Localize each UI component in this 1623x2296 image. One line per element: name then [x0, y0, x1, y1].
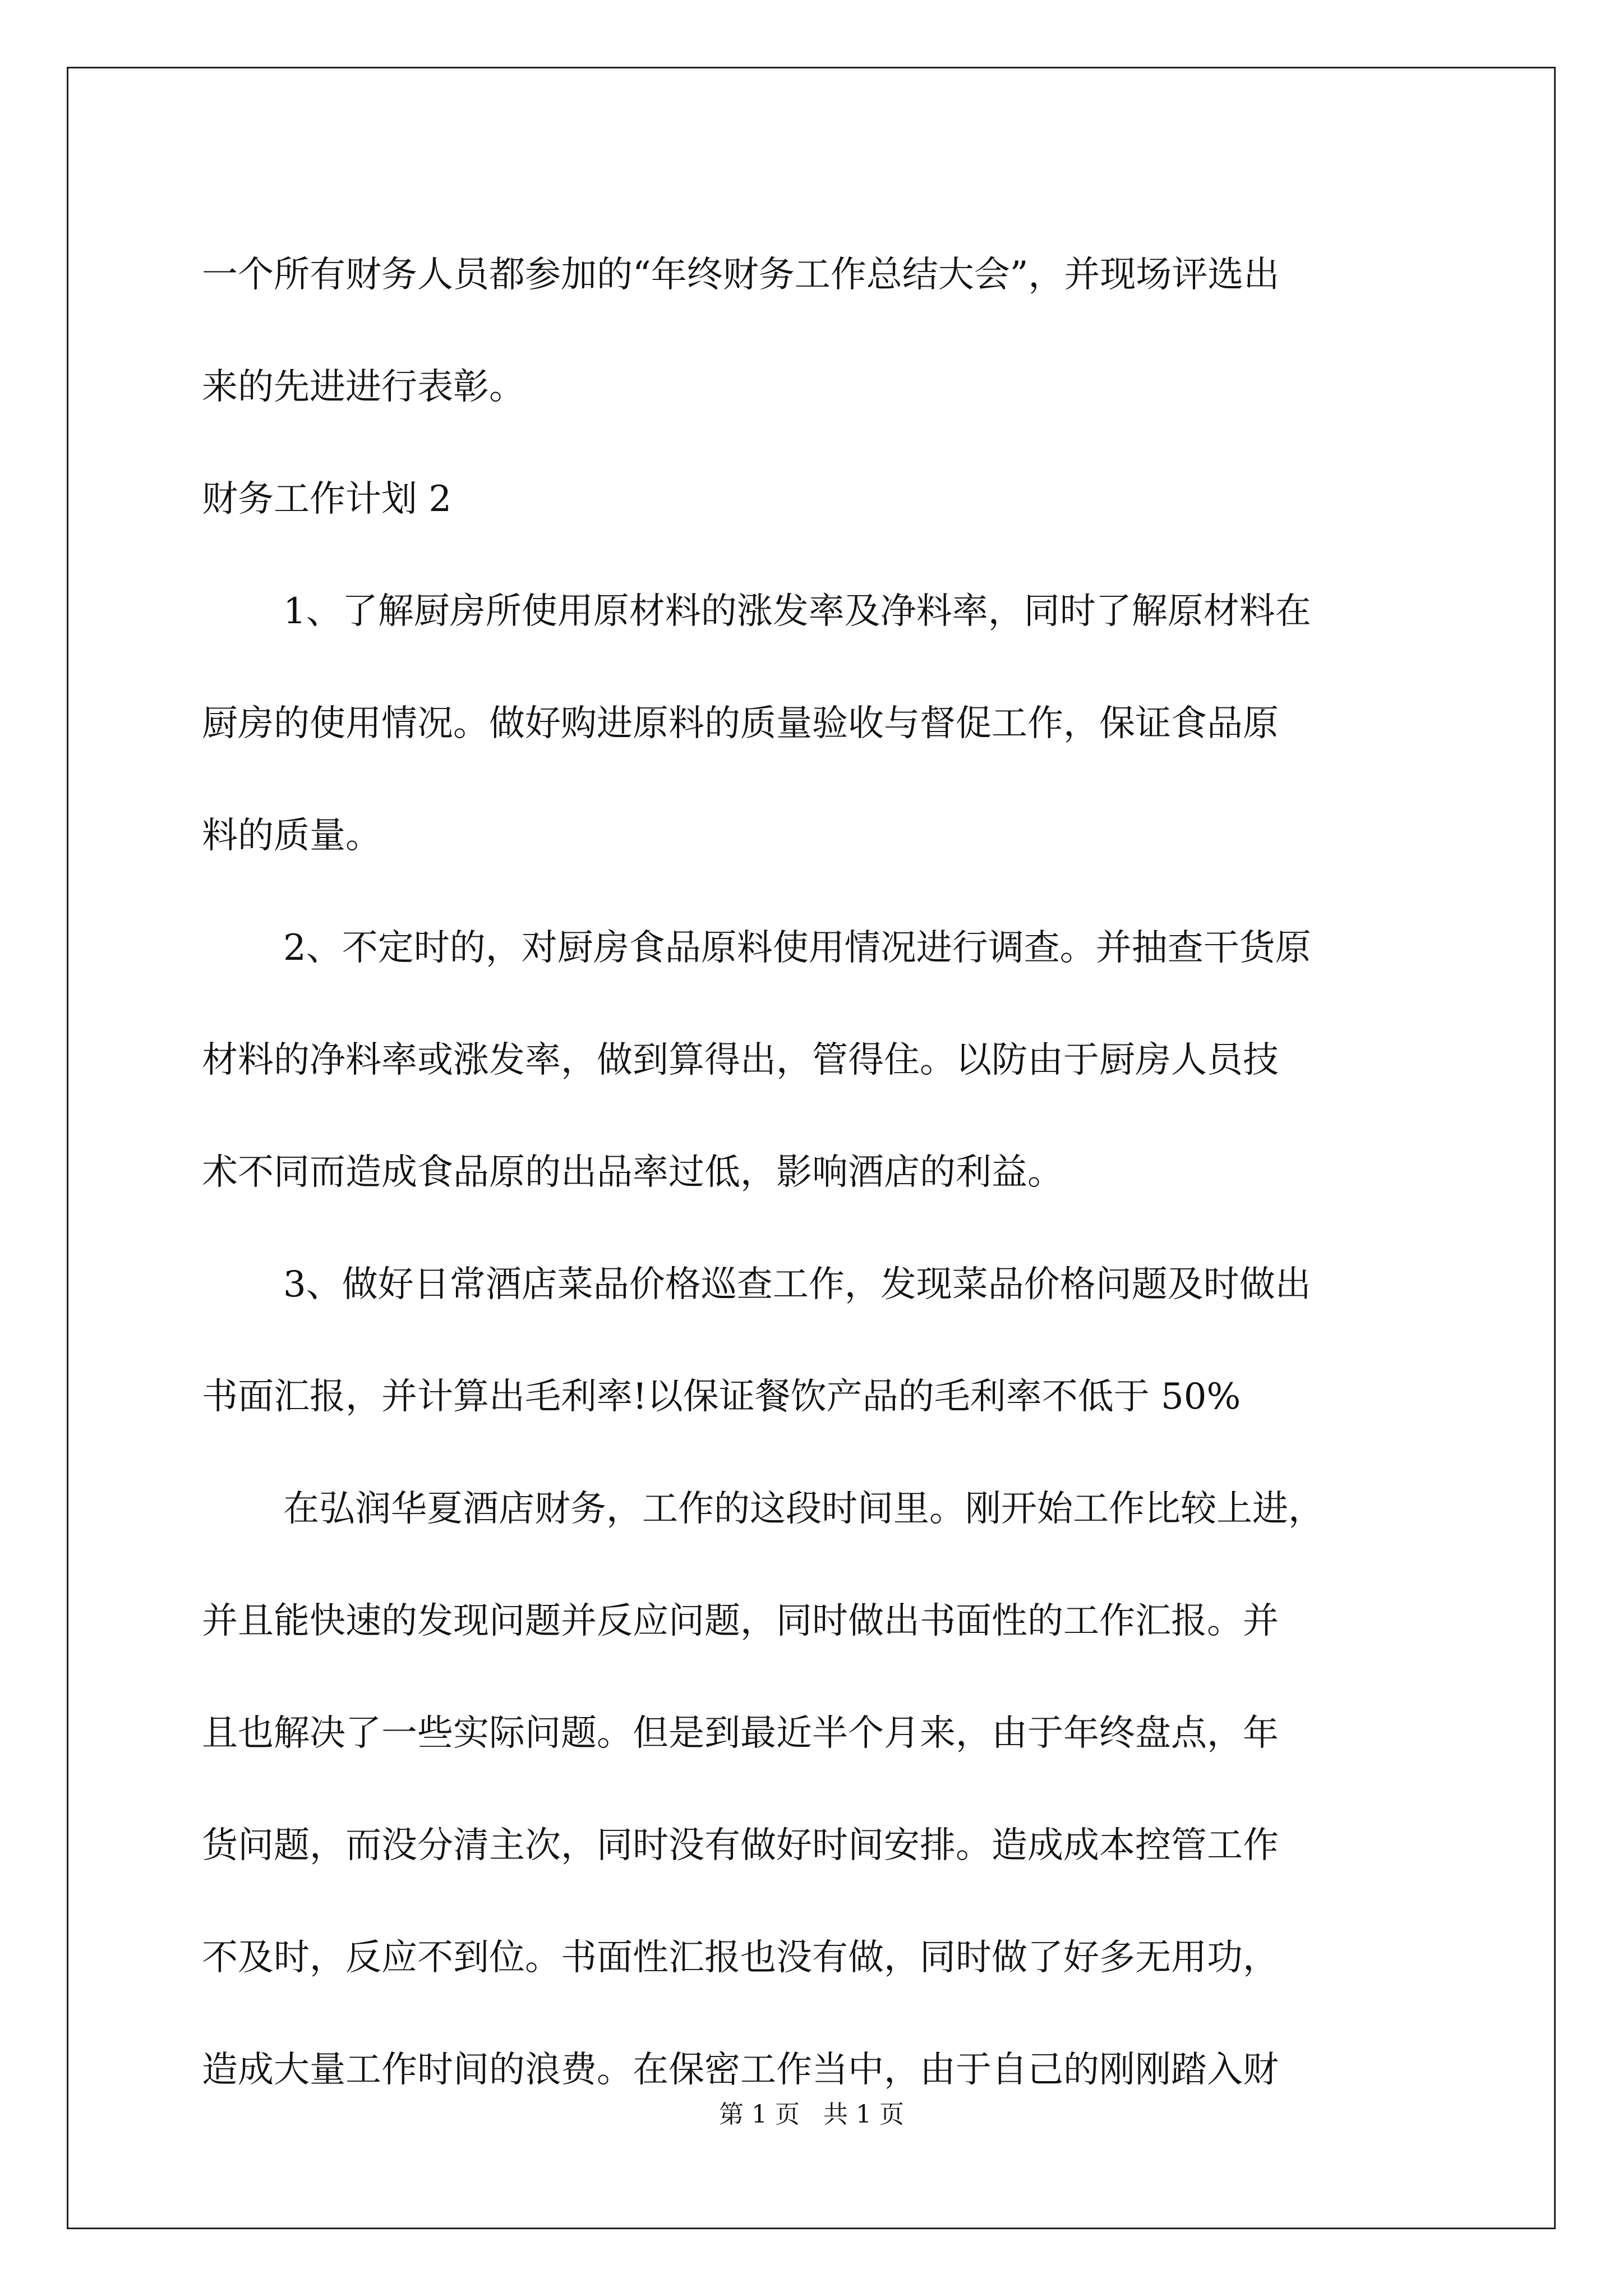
text-line: 货问题，而没分清主次，同时没有做好时间安排。造成成本控管工作 [202, 1825, 1279, 1866]
page-footer [0, 2098, 1623, 2132]
section-heading: 财务工作计划 2 [202, 478, 452, 520]
text-line: 料的质量。 [202, 815, 381, 857]
text-line: 材料的净料率或涨发率，做到算得出，管得住。以防由于厨房人员技 [202, 1039, 1279, 1081]
text-line: 不及时，反应不到位。书面性汇报也没有做，同时做了好多无用功， [202, 1937, 1279, 1978]
text-line: 来的先进进行表彰。 [202, 366, 525, 408]
text-line: 2、不定时的，对厨房食品原料使用情况进行调查。并抽查干货原 [283, 927, 1311, 969]
page-total: 共 1 页 [823, 2100, 904, 2129]
page-number: 第 1 页 [719, 2100, 800, 2129]
document-body [202, 219, 1436, 2126]
text-line: 在弘润华夏酒店财务，工作的这段时间里。刚开始工作比较上进， [283, 1488, 1324, 1530]
text-line: 书面汇报，并计算出毛利率!以保证餐饮产品的毛利率不低于 50% [202, 1376, 1241, 1418]
text-line: 并且能快速的发现问题并反应问题，同时做出书面性的工作汇报。并 [202, 1600, 1279, 1642]
text-line: 且也解决了一些实际问题。但是到最近半个月来，由于年终盘点，年 [202, 1713, 1279, 1754]
text-line: 术不同而造成食品原的出品率过低，影响酒店的利益。 [202, 1152, 1063, 1193]
text-line: 1、了解厨房所使用原材料的涨发率及净料率，同时了解原材料在 [283, 591, 1311, 632]
text-line: 造成大量工作时间的浪费。在保密工作当中，由于自己的刚刚踏入财 [202, 2049, 1279, 2091]
text-line: 一个所有财务人员都参加的“年终财务工作总结大会”，并现场评选出 [202, 254, 1280, 296]
text-line: 厨房的使用情况。做好购进原料的质量验收与督促工作，保证食品原 [202, 703, 1279, 744]
text-line: 3、做好日常酒店菜品价格巡查工作，发现菜品价格问题及时做出 [283, 1264, 1311, 1305]
